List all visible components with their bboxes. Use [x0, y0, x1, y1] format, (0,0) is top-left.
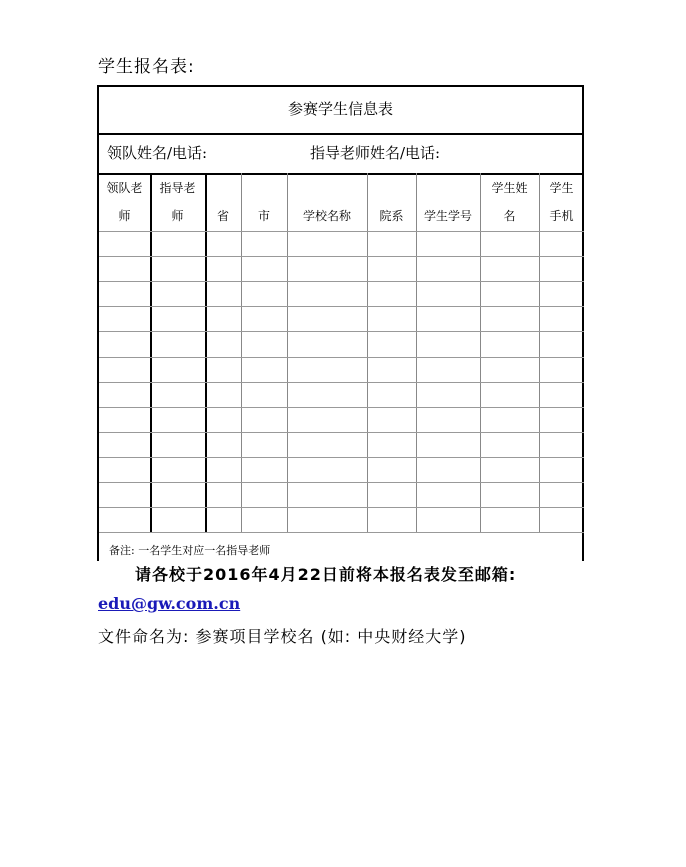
student-info-table: [97, 85, 584, 561]
column-header: 领队老: [106, 181, 143, 195]
column-header: 名: [503, 209, 516, 223]
column-header: 学生: [549, 181, 574, 195]
column-header: 指导老: [159, 181, 196, 195]
column-header: 学生学号: [423, 209, 472, 223]
column-header: 手机: [549, 209, 574, 223]
row-divider: [99, 382, 584, 383]
column-header: 院系: [379, 209, 404, 223]
instruction-text: 请各校于2016年4月22日前将本报名表发至邮箱:: [135, 565, 517, 584]
note-text: 备注: 一名学生对应一名指导老师: [109, 544, 271, 557]
leader-label: 领队姓名/电话:: [107, 144, 208, 162]
row-divider: [99, 482, 584, 483]
table-title: 参赛学生信息表: [99, 87, 582, 135]
row-divider: [99, 432, 584, 433]
row-divider: [99, 306, 584, 307]
column-header: 学校名称: [302, 209, 351, 223]
column-header: 省: [216, 209, 229, 223]
row-divider: [99, 281, 584, 282]
email-link[interactable]: edu@gw.com.cn: [98, 594, 241, 613]
advisor-label: 指导老师姓名/电话:: [310, 144, 441, 162]
row-divider: [99, 231, 584, 232]
form-heading: 学生报名表:: [98, 57, 195, 77]
column-header: 市: [257, 209, 270, 223]
column-header: 学生姓: [491, 181, 528, 195]
row-divider: [99, 357, 584, 358]
row-divider: [99, 507, 584, 508]
column-header: 师: [171, 209, 184, 223]
row-divider: [99, 256, 584, 257]
naming-text: 文件命名为: 参赛项目学校名 (如: 中央财经大学): [98, 627, 467, 646]
row-divider: [99, 331, 584, 332]
leader-row: [99, 133, 582, 175]
row-divider: [99, 457, 584, 458]
table-note: [99, 532, 582, 564]
column-header: 师: [118, 209, 131, 223]
row-divider: [99, 407, 584, 408]
